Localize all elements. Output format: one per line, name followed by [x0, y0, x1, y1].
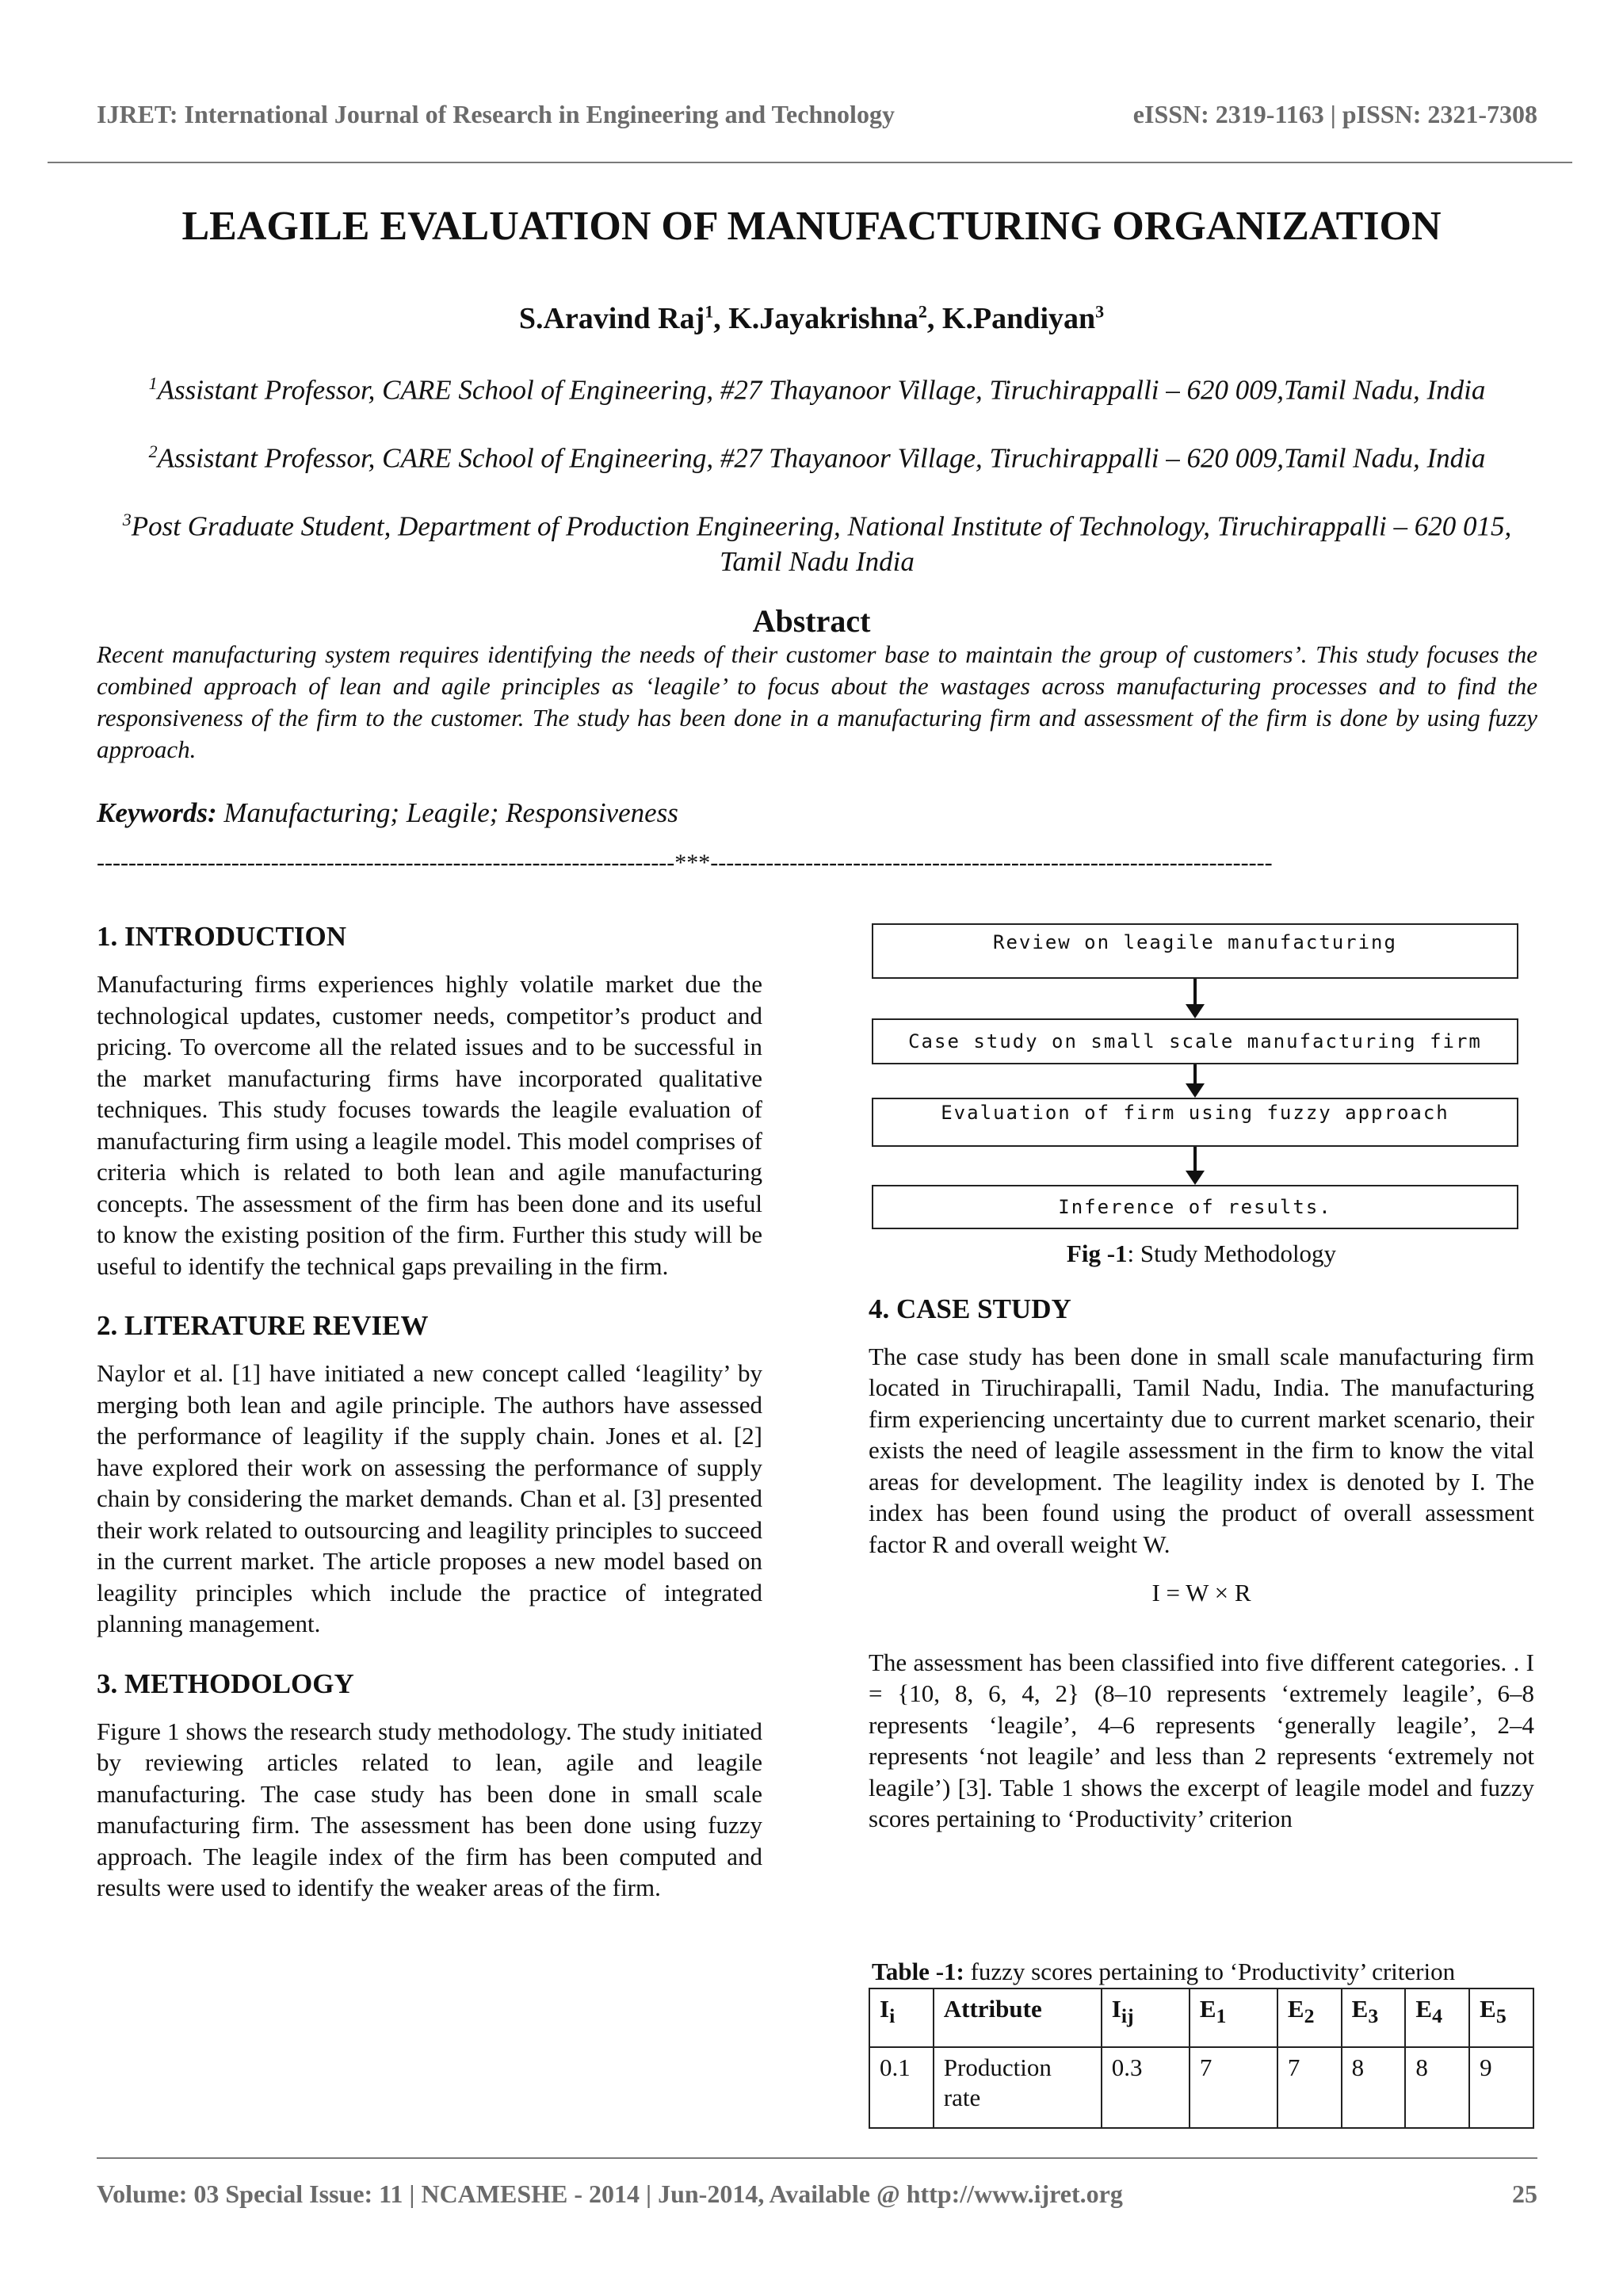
methodology-text: Figure 1 shows the research study methodology. The study initiated by reviewing articles related to lean, agile and leagile manufacturing. The case study has been done in small scale manufacturing firm. The assessment has been done using fuzzy approach. The leagile index of the firm has been computed and results were used to identify the weaker areas of the firm.	[97, 1717, 762, 1901]
table-caption-label: Table -1:	[872, 1958, 964, 1985]
paper-title: LEAGILE EVALUATION OF MANUFACTURING ORGANIZATION	[181, 204, 1442, 249]
section-separator: -------------------------------------------------------------------------***-----------------------------------------------------------------------	[97, 850, 1273, 876]
affiliation-sup: 3	[122, 510, 132, 529]
study-methodology-flowchart	[872, 923, 1522, 1240]
journal-name: IJRET: International Journal of Research in Engineering and Technology	[97, 100, 895, 128]
author-sep: ,	[713, 302, 729, 335]
footer-volume-info: Volume: 03 Special Issue: 11 | NCAMESHE - 2014 | Jun-2014, Available @ http://www.ijret.org	[97, 2179, 1123, 2208]
page-number: 25	[1512, 2179, 1537, 2208]
column-header: $E_5$	[1469, 1988, 1533, 2047]
case-study-text: The case study has been done in small scale manufacturing firm located in Tiruchirapalli, Tamil Nadu, India. The manufacturing firm experiencing uncertainty due to current market scenario, their exists the need of leagile assessment in the firm to know the vital areas for development. The leagility index is denoted by I. The index has been found using the product of overall assessment factor R and overall weight W.	[869, 1342, 1534, 1558]
section-heading-case-study: 4. CASE STUDY	[869, 1293, 1071, 1324]
table-cell: 9	[1469, 2047, 1533, 2128]
table-cell: 0.1	[869, 2047, 934, 2128]
keywords	[97, 797, 678, 829]
column-header: $E_2$	[1277, 1988, 1342, 2047]
arrow-head-icon	[1186, 1004, 1205, 1018]
affiliation-2	[97, 434, 1537, 476]
table-cell: 8	[1405, 2047, 1469, 2128]
right-column	[869, 1238, 1534, 1855]
fuzzy-scores-table	[869, 1988, 1534, 2129]
column-header: $E_4$	[1405, 1988, 1469, 2047]
flow-step-4: Inference of results.	[872, 1185, 1518, 1229]
affiliation-1	[97, 366, 1537, 408]
figure-caption-text: : Study Methodology	[1127, 1240, 1337, 1267]
keywords-text: Manufacturing; Leagile; Responsiveness	[216, 797, 678, 828]
author-line	[0, 301, 1623, 336]
left-column	[97, 919, 762, 1924]
author-name: K.Jayakrishna	[728, 302, 918, 335]
figure-caption-label: Fig -1	[1066, 1240, 1128, 1267]
column-header: $I_i$	[869, 1988, 934, 2047]
author-name: K.Pandiyan	[941, 302, 1096, 335]
flow-arrow	[1193, 1147, 1197, 1172]
flow-step-3: Evaluation of firm using fuzzy approach	[872, 1098, 1518, 1147]
section-heading-introduction: 1. INTRODUCTION	[97, 921, 347, 952]
flow-arrow	[1193, 1064, 1197, 1085]
arrow-head-icon	[1186, 1171, 1205, 1185]
issn-info: eISSN: 2319-1163 | pISSN: 2321-7308	[1132, 100, 1537, 128]
table-cell: 8	[1342, 2047, 1406, 2128]
case-study-assessment-text: The assessment has been classified into five different categories. . I = {10, 8, 6, 4, 2} (8–10 represents ‘extremely leagile’, 6–8 represents ‘leagile’, 4–6 represents ‘generally leagile’, 2–4 represents ‘not leagile’ and less than 2 represents ‘extremely not leagile’) [3]. Table 1 shows the excerpt of leagile model and fuzzy scores pertaining to ‘Productivity’ criterion	[869, 1648, 1534, 1832]
keywords-label: Keywords:	[97, 797, 217, 828]
table-cell: 7	[1277, 2047, 1342, 2128]
author-sup: 1	[705, 301, 714, 322]
footer-rule	[97, 2157, 1537, 2159]
affiliation-sup: 2	[148, 441, 158, 461]
affiliation-sup: 1	[148, 373, 158, 393]
literature-review-text: Naylor et al. [1] have initiated a new concept called ‘leagility’ by merging both lean and agile principle. The authors have assessed the performance of leagility if the supply chain. Jones et al. [2] have explored their work on assessing the performance of supply chain by considering the market demands. Chan et al. [3] presented their work related to outsourcing and leagility principles to succeed in the current market. The article proposes a new model based on leagility principles which include the practice of integrated planning management.	[97, 1359, 762, 1637]
affiliation-text: Post Graduate Student, Department of Production Engineering, National Institute of Technology, Tiruchirappalli – 620 015, Tamil Nadu India	[131, 510, 1512, 577]
table-cell: 7	[1190, 2047, 1277, 2128]
flow-step-2: Case study on small scale manufacturing firm	[872, 1018, 1518, 1064]
author-sup: 2	[918, 301, 927, 322]
column-header: $I_{ij}$	[1102, 1988, 1190, 2047]
affiliation-text: Assistant Professor, CARE School of Engineering, #27 Thayanoor Village, Tiruchirappalli – 620 009,Tamil Nadu, India	[157, 442, 1486, 474]
flow-arrow	[1193, 979, 1197, 1006]
figure-caption	[869, 1238, 1534, 1270]
table-cell: Production rate	[934, 2047, 1102, 2128]
column-header: $E_1$	[1190, 1988, 1277, 2047]
section-heading-methodology: 3. METHODOLOGY	[97, 1668, 354, 1699]
running-header	[97, 100, 1537, 132]
header-rule	[48, 162, 1572, 163]
abstract-heading: Abstract	[752, 603, 871, 639]
author-sup: 3	[1095, 301, 1105, 322]
column-header: Attribute	[934, 1988, 1102, 2047]
author-sep: ,	[926, 302, 942, 335]
section-heading-literature-review: 2. LITERATURE REVIEW	[97, 1310, 429, 1341]
table-cell: 0.3	[1102, 2047, 1190, 2128]
flow-step-1: Review on leagile manufacturing	[872, 923, 1518, 979]
author-name: S.Aravind Raj	[518, 302, 705, 335]
abstract-text: Recent manufacturing system requires identifying the needs of their customer base to maintain the group of customers’. This study focuses the combined approach of lean and agile principles as ‘leagile’ to focus about the wastages across manufacturing processes and to find the responsiveness of the firm to the customer. The study has been done in a manufacturing firm and assessment of the firm is done by using fuzzy approach.	[97, 640, 1537, 763]
table-header-row	[869, 1988, 1533, 2047]
table-row	[869, 2047, 1533, 2128]
affiliation-text: Assistant Professor, CARE School of Engineering, #27 Thayanoor Village, Tiruchirappalli – 620 009,Tamil Nadu, India	[157, 374, 1486, 406]
affiliation-3	[97, 502, 1537, 579]
leagility-formula: I = W × R	[1151, 1579, 1251, 1606]
arrow-head-icon	[1186, 1083, 1205, 1098]
table-caption	[872, 1958, 1455, 1986]
column-header: $E_3$	[1342, 1988, 1406, 2047]
introduction-text: Manufacturing firms experiences highly volatile market due the technological updates, customer needs, competitor’s product and pricing. To overcome all the related issues and to be successful in the market manufacturing firms have incorporated qualitative techniques. This study focuses towards the leagile evaluation of manufacturing firm using a leagile model. This model comprises of criteria which is related to both lean and agile manufacturing concepts. The assessment of the firm has been done and its useful to know the existing position of the firm. Further this study will be useful to identify the technical gaps prevailing in the firm.	[97, 970, 762, 1280]
table-caption-text: fuzzy scores pertaining to ‘Productivity’ criterion	[964, 1958, 1456, 1985]
